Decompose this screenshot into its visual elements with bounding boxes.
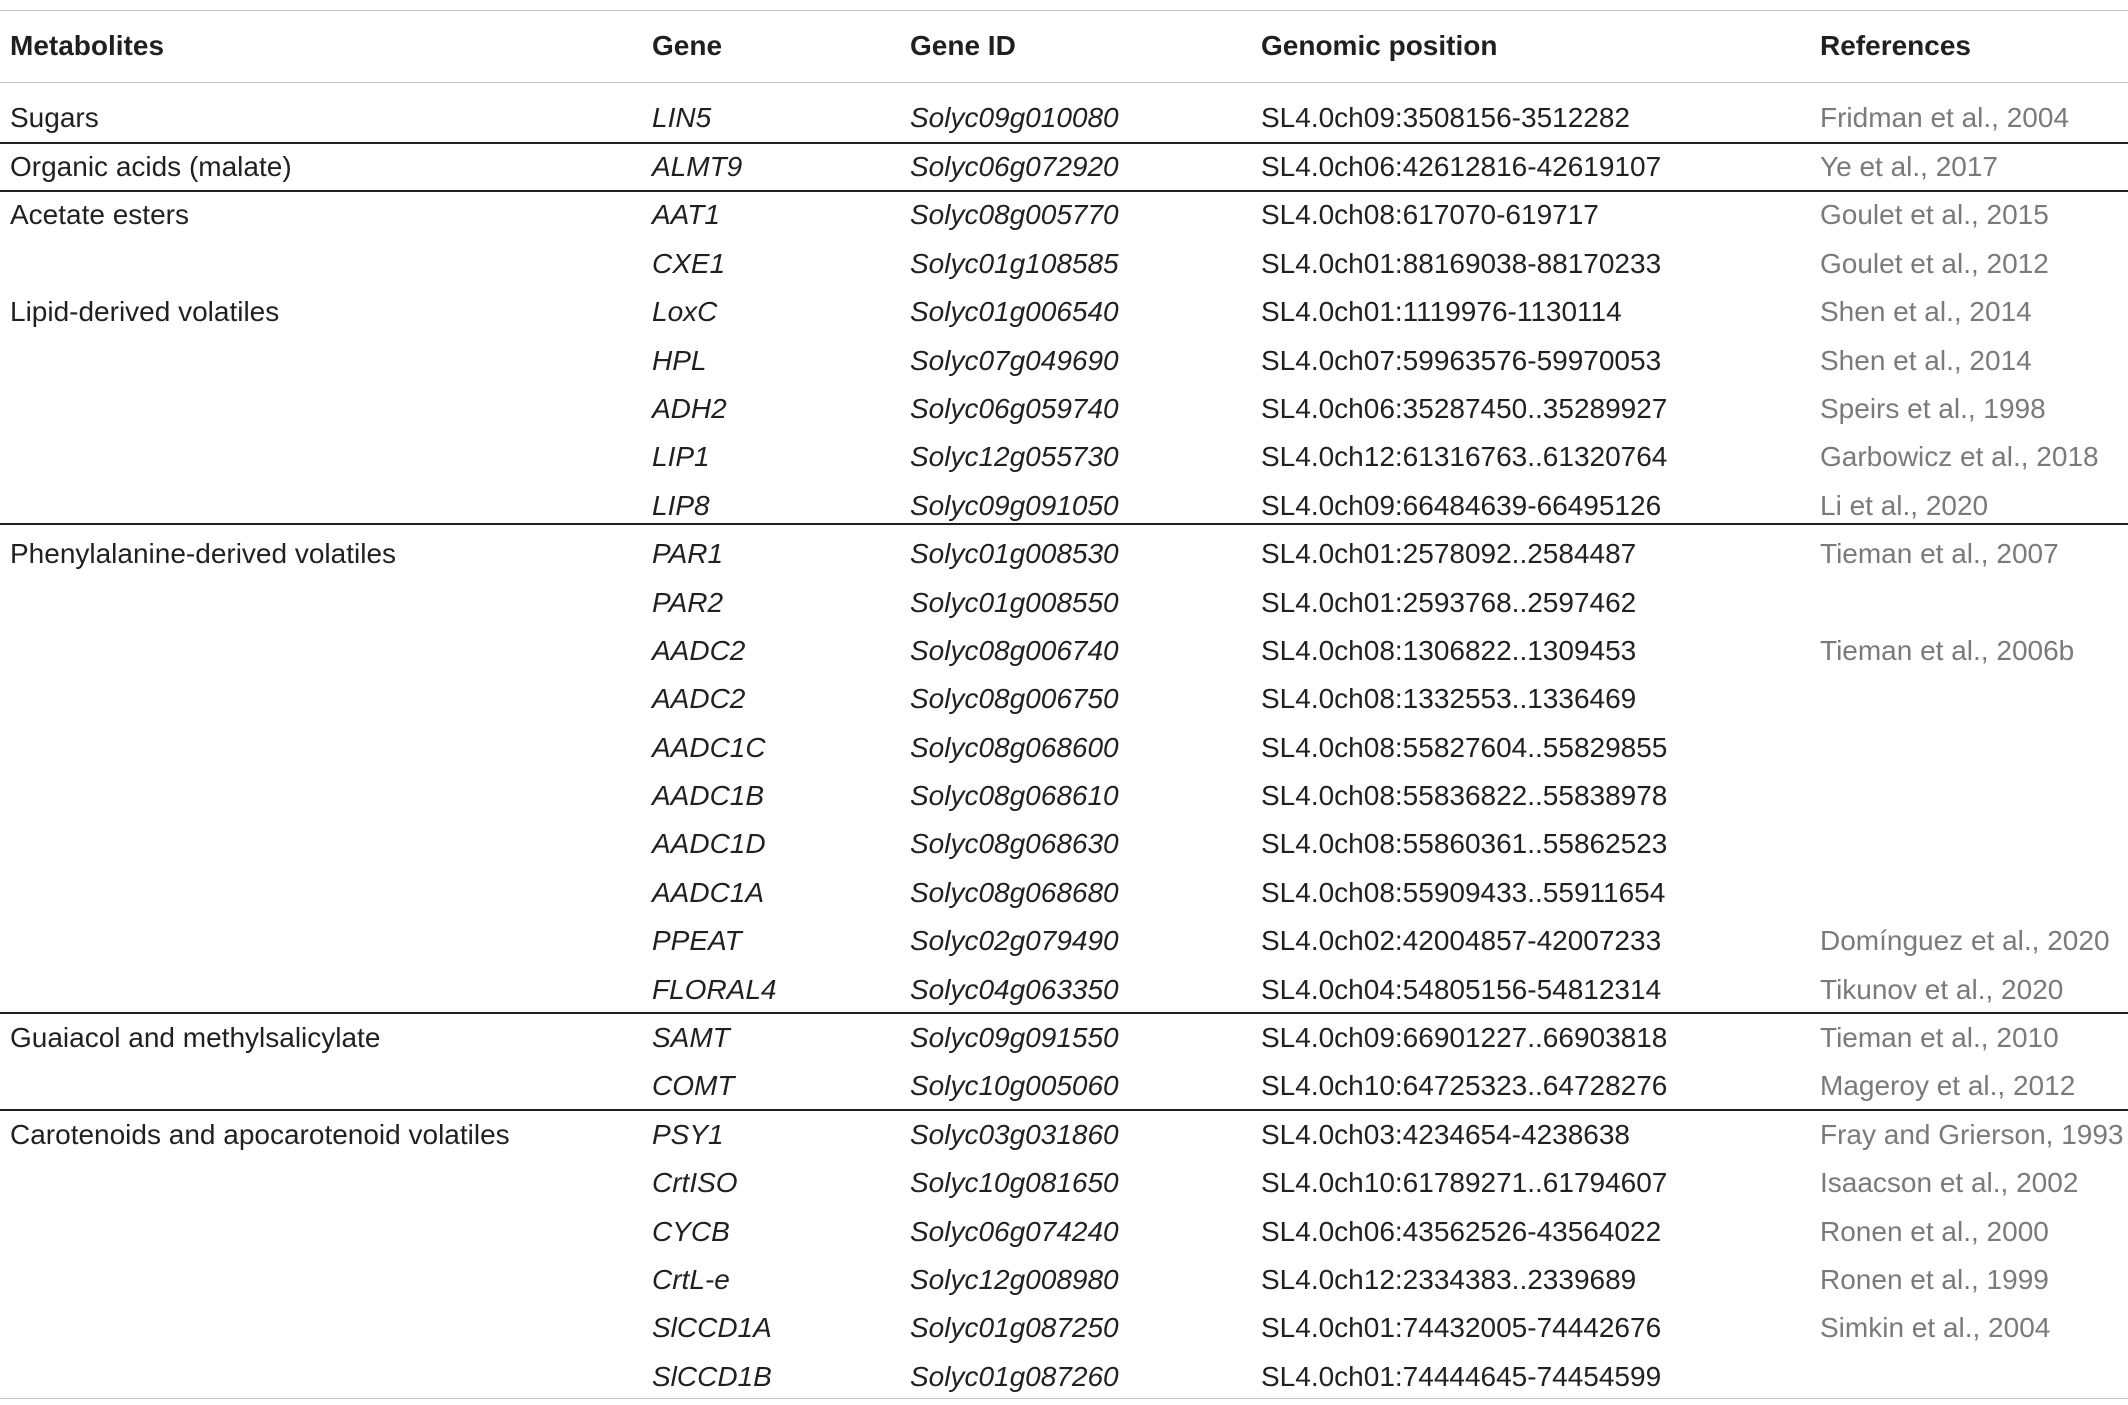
gene-cell: AADC2 xyxy=(652,635,746,666)
genomic-position-cell: SL4.0ch10:61789271..61794607 xyxy=(1261,1167,1668,1198)
gene-cell: SlCCD1B xyxy=(652,1361,772,1392)
gene-id-cell: Solyc06g059740 xyxy=(910,393,1119,424)
genomic-position-cell: SL4.0ch01:2593768..2597462 xyxy=(1261,587,1637,618)
gene-cell: PSY1 xyxy=(652,1119,724,1150)
table-row xyxy=(0,530,2128,578)
reference-cell: Simkin et al., 2004 xyxy=(1820,1312,2051,1343)
genomic-position-cell: SL4.0ch08:55836822..55838978 xyxy=(1261,780,1668,811)
table-row xyxy=(0,143,2128,191)
gene-cell: PAR2 xyxy=(652,587,724,618)
genomic-position-cell: SL4.0ch02:42004857-42007233 xyxy=(1261,925,1662,956)
gene-id-cell: Solyc04g063350 xyxy=(910,974,1119,1005)
gene-cell: CrtL-e xyxy=(652,1264,730,1295)
reference-cell: Isaacson et al., 2002 xyxy=(1820,1167,2079,1198)
table-row xyxy=(0,1111,2128,1159)
header-gene-id: Gene ID xyxy=(910,30,1016,61)
table-row xyxy=(0,1014,2128,1062)
gene-id-cell: Solyc08g068680 xyxy=(910,877,1119,908)
table-row xyxy=(0,1208,2128,1256)
metabolite-cell: Acetate esters xyxy=(10,199,189,230)
reference-cell: Fray and Grierson, 1993 xyxy=(1820,1119,2124,1150)
header-gene: Gene xyxy=(652,30,723,61)
metabolite-cell: Sugars xyxy=(10,102,99,133)
table-row xyxy=(0,675,2128,723)
genomic-position-cell: SL4.0ch06:35287450..35289927 xyxy=(1261,393,1668,424)
table-row xyxy=(0,240,2128,288)
genomic-position-cell: SL4.0ch04:54805156-54812314 xyxy=(1261,974,1662,1005)
table-row xyxy=(0,385,2128,433)
gene-id-cell: Solyc08g068600 xyxy=(910,732,1119,763)
reference-cell: Tieman et al., 2006b xyxy=(1820,635,2075,666)
genomic-position-cell: SL4.0ch03:4234654-4238638 xyxy=(1261,1119,1631,1150)
metabolite-cell: Carotenoids and apocarotenoid volatiles xyxy=(10,1119,510,1150)
gene-id-cell: Solyc08g006750 xyxy=(910,683,1119,714)
group-divider xyxy=(0,523,2128,525)
table-row xyxy=(0,94,2128,142)
table-row xyxy=(0,869,2128,917)
metabolite-cell: Organic acids (malate) xyxy=(10,151,292,182)
reference-cell: Tikunov et al., 2020 xyxy=(1820,974,2064,1005)
gene-id-cell: Solyc10g081650 xyxy=(910,1167,1119,1198)
table-row xyxy=(0,1159,2128,1207)
metabolite-cell: Phenylalanine-derived volatiles xyxy=(10,538,397,569)
gene-cell: SlCCD1A xyxy=(652,1312,772,1343)
gene-id-cell: Solyc06g074240 xyxy=(910,1216,1119,1247)
genomic-position-cell: SL4.0ch01:2578092..2584487 xyxy=(1261,538,1637,569)
gene-cell: AADC1B xyxy=(652,780,765,811)
table-row xyxy=(0,1353,2128,1401)
gene-id-cell: Solyc01g008530 xyxy=(910,538,1119,569)
gene-id-cell: Solyc08g006740 xyxy=(910,635,1119,666)
genomic-position-cell: SL4.0ch07:59963576-59970053 xyxy=(1261,345,1662,376)
table-row xyxy=(0,191,2128,239)
gene-cell: AAT1 xyxy=(652,199,720,230)
gene-cell: LIP1 xyxy=(652,441,710,472)
genomic-position-cell: SL4.0ch09:66484639-66495126 xyxy=(1261,490,1662,521)
metabolite-cell: Lipid-derived volatiles xyxy=(10,296,280,327)
table-row xyxy=(0,917,2128,965)
gene-id-cell: Solyc02g079490 xyxy=(910,925,1119,956)
gene-cell: LoxC xyxy=(652,296,718,327)
reference-cell: Tieman et al., 2010 xyxy=(1820,1022,2059,1053)
genomic-position-cell: SL4.0ch01:1119976-1130114 xyxy=(1261,296,1622,327)
gene-id-cell: Solyc01g008550 xyxy=(910,587,1119,618)
gene-id-cell: Solyc07g049690 xyxy=(910,345,1119,376)
gene-id-cell: Solyc01g108585 xyxy=(910,248,1119,279)
gene-id-cell: Solyc08g005770 xyxy=(910,199,1119,230)
gene-cell: ADH2 xyxy=(652,393,727,424)
gene-cell: HPL xyxy=(652,345,707,376)
gene-id-cell: Solyc08g068630 xyxy=(910,828,1119,859)
reference-cell: Garbowicz et al., 2018 xyxy=(1820,441,2099,472)
reference-cell: Fridman et al., 2004 xyxy=(1820,102,2070,133)
table-row xyxy=(0,1256,2128,1304)
gene-cell: CXE1 xyxy=(652,248,726,279)
group-divider xyxy=(0,1012,2128,1014)
header-genomic-position: Genomic position xyxy=(1261,30,1498,61)
table-row xyxy=(0,966,2128,1014)
table-row xyxy=(0,433,2128,481)
reference-cell: Goulet et al., 2012 xyxy=(1820,248,2049,279)
genomic-position-cell: SL4.0ch08:1306822..1309453 xyxy=(1261,635,1637,666)
genomic-position-cell: SL4.0ch01:74432005-74442676 xyxy=(1261,1312,1662,1343)
genomic-position-cell: SL4.0ch09:66901227..66903818 xyxy=(1261,1022,1668,1053)
group-divider xyxy=(0,190,2128,192)
reference-cell: Shen et al., 2014 xyxy=(1820,296,2032,327)
reference-cell: Li et al., 2020 xyxy=(1820,490,1989,521)
genomic-position-cell: SL4.0ch08:617070-619717 xyxy=(1261,199,1599,230)
gene-cell: FLORAL4 xyxy=(652,974,777,1005)
genomic-position-cell: SL4.0ch12:61316763..61320764 xyxy=(1261,441,1668,472)
table-row xyxy=(0,1062,2128,1110)
table-row xyxy=(0,579,2128,627)
gene-id-cell: Solyc08g068610 xyxy=(910,780,1119,811)
group-divider xyxy=(0,1109,2128,1111)
gene-id-cell: Solyc01g087260 xyxy=(910,1361,1119,1392)
gene-cell: PPEAT xyxy=(652,925,742,956)
table-header-row xyxy=(0,22,2128,70)
genomic-position-cell: SL4.0ch10:64725323..64728276 xyxy=(1261,1070,1668,1101)
genomic-position-cell: SL4.0ch08:55827604..55829855 xyxy=(1261,732,1668,763)
reference-cell: Ronen et al., 2000 xyxy=(1820,1216,2049,1247)
table-bottom-rule xyxy=(0,1398,2128,1399)
table-row xyxy=(0,1304,2128,1352)
gene-id-cell: Solyc12g008980 xyxy=(910,1264,1119,1295)
gene-id-cell: Solyc06g072920 xyxy=(910,151,1119,182)
genomic-position-cell: SL4.0ch08:55909433..55911654 xyxy=(1261,877,1666,908)
gene-id-cell: Solyc09g091550 xyxy=(910,1022,1119,1053)
reference-cell: Goulet et al., 2015 xyxy=(1820,199,2049,230)
reference-cell: Tieman et al., 2007 xyxy=(1820,538,2059,569)
gene-id-cell: Solyc10g005060 xyxy=(910,1070,1119,1101)
gene-id-cell: Solyc12g055730 xyxy=(910,441,1119,472)
genomic-position-cell: SL4.0ch06:43562526-43564022 xyxy=(1261,1216,1662,1247)
reference-cell: Speirs et al., 1998 xyxy=(1820,393,2046,424)
header-references: References xyxy=(1820,30,1971,61)
genomic-position-cell: SL4.0ch01:74444645-74454599 xyxy=(1261,1361,1662,1392)
genomic-position-cell: SL4.0ch12:2334383..2339689 xyxy=(1261,1264,1637,1295)
gene-cell: CYCB xyxy=(652,1216,730,1247)
reference-cell: Shen et al., 2014 xyxy=(1820,345,2032,376)
genomic-position-cell: SL4.0ch06:42612816-42619107 xyxy=(1261,151,1662,182)
genomic-position-cell: SL4.0ch08:1332553..1336469 xyxy=(1261,683,1637,714)
reference-cell: Mageroy et al., 2012 xyxy=(1820,1070,2076,1101)
gene-cell: AADC1C xyxy=(652,732,766,763)
gene-cell: ALMT9 xyxy=(652,151,743,182)
table-row xyxy=(0,772,2128,820)
gene-cell: LIN5 xyxy=(652,102,712,133)
gene-cell: AADC2 xyxy=(652,683,746,714)
gene-cell: LIP8 xyxy=(652,490,710,521)
genomic-position-cell: SL4.0ch09:3508156-3512282 xyxy=(1261,102,1631,133)
gene-cell: CrtISO xyxy=(652,1167,738,1198)
gene-cell: SAMT xyxy=(652,1022,730,1053)
table-row xyxy=(0,627,2128,675)
gene-cell: AADC1A xyxy=(652,877,765,908)
gene-id-cell: Solyc01g006540 xyxy=(910,296,1119,327)
reference-cell: Ye et al., 2017 xyxy=(1820,151,1999,182)
table-row xyxy=(0,288,2128,336)
gene-cell: PAR1 xyxy=(652,538,724,569)
genomic-position-cell: SL4.0ch01:88169038-88170233 xyxy=(1261,248,1662,279)
reference-cell: Ronen et al., 1999 xyxy=(1820,1264,2049,1295)
genomic-position-cell: SL4.0ch08:55860361..55862523 xyxy=(1261,828,1668,859)
gene-id-cell: Solyc09g091050 xyxy=(910,490,1119,521)
table-top-rule xyxy=(0,10,2128,11)
gene-cell: COMT xyxy=(652,1070,735,1101)
gene-id-cell: Solyc09g010080 xyxy=(910,102,1119,133)
reference-cell: Domínguez et al., 2020 xyxy=(1820,925,2110,956)
header-rule xyxy=(0,82,2128,83)
group-divider xyxy=(0,142,2128,144)
gene-cell: AADC1D xyxy=(652,828,766,859)
table-row xyxy=(0,724,2128,772)
table-row xyxy=(0,337,2128,385)
gene-id-cell: Solyc03g031860 xyxy=(910,1119,1119,1150)
table-row xyxy=(0,820,2128,868)
metabolite-cell: Guaiacol and methylsalicylate xyxy=(10,1022,381,1053)
header-metabolites: Metabolites xyxy=(10,30,165,61)
gene-id-cell: Solyc01g087250 xyxy=(910,1312,1119,1343)
